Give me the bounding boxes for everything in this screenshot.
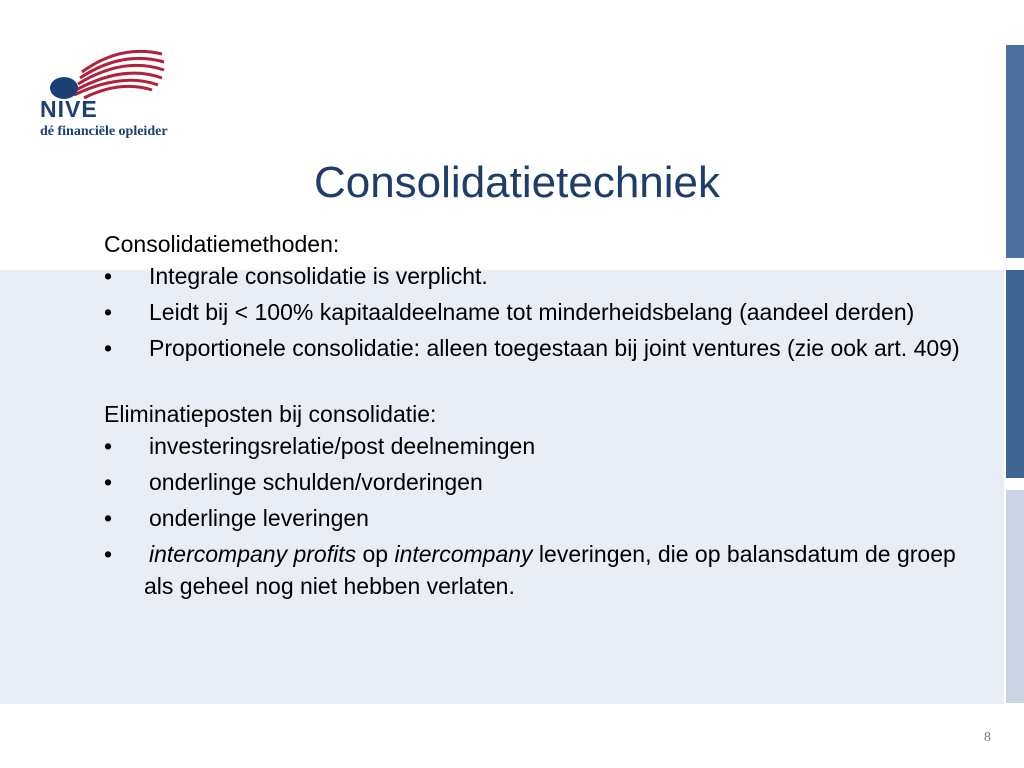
- list-item-text: Proportionele consolidatie: alleen toegestaan bij joint ventures (zie ook art. 409): [149, 335, 960, 361]
- list-item-text: investeringsrelatie/post deelnemingen: [149, 433, 536, 459]
- section-heading-eliminations: Eliminatieposten bij consolidatie:: [104, 401, 437, 427]
- bullet: •: [104, 433, 113, 459]
- slide-content: [104, 228, 984, 606]
- side-bar-middle: [1006, 270, 1024, 478]
- list-item-text: Leidt bij < 100% kapitaaldeelname tot minderheidsbelang (aandeel derden): [149, 299, 915, 325]
- list-item-text: [144, 541, 956, 599]
- list-item: [104, 538, 984, 602]
- list-item: [104, 466, 984, 498]
- list-item: [104, 430, 984, 462]
- section-heading-methods: Consolidatiemethoden:: [104, 231, 340, 257]
- text-fragment: op: [356, 541, 395, 567]
- logo-wordmark: NIVE: [40, 96, 98, 122]
- logo-tagline: dé financiële opleider: [40, 124, 168, 139]
- list-item: [104, 332, 984, 364]
- italic-term: intercompany profits: [149, 541, 357, 567]
- text-fragment: leveringen, die op balansdatum de groep als geheel nog niet hebben verlaten.: [144, 541, 956, 599]
- bullet: •: [104, 469, 113, 495]
- list-item-text: onderlinge schulden/vorderingen: [149, 469, 483, 495]
- list-item: [104, 260, 984, 292]
- side-bar-top: [1006, 45, 1024, 258]
- italic-term: intercompany: [394, 541, 533, 567]
- slide-title: Consolidatietechniek: [313, 158, 721, 207]
- list-item-text: Integrale consolidatie is verplicht.: [149, 263, 488, 289]
- page-number: 8: [984, 730, 991, 745]
- list-item: [104, 502, 984, 534]
- bullet: •: [104, 263, 113, 289]
- list-item-text: onderlinge leveringen: [149, 505, 369, 531]
- list-item: [104, 296, 984, 328]
- bullet: •: [104, 335, 113, 361]
- side-bar-bottom: [1006, 490, 1024, 703]
- bullet: •: [104, 299, 113, 325]
- bullet: •: [104, 505, 113, 531]
- bullet: •: [104, 541, 113, 567]
